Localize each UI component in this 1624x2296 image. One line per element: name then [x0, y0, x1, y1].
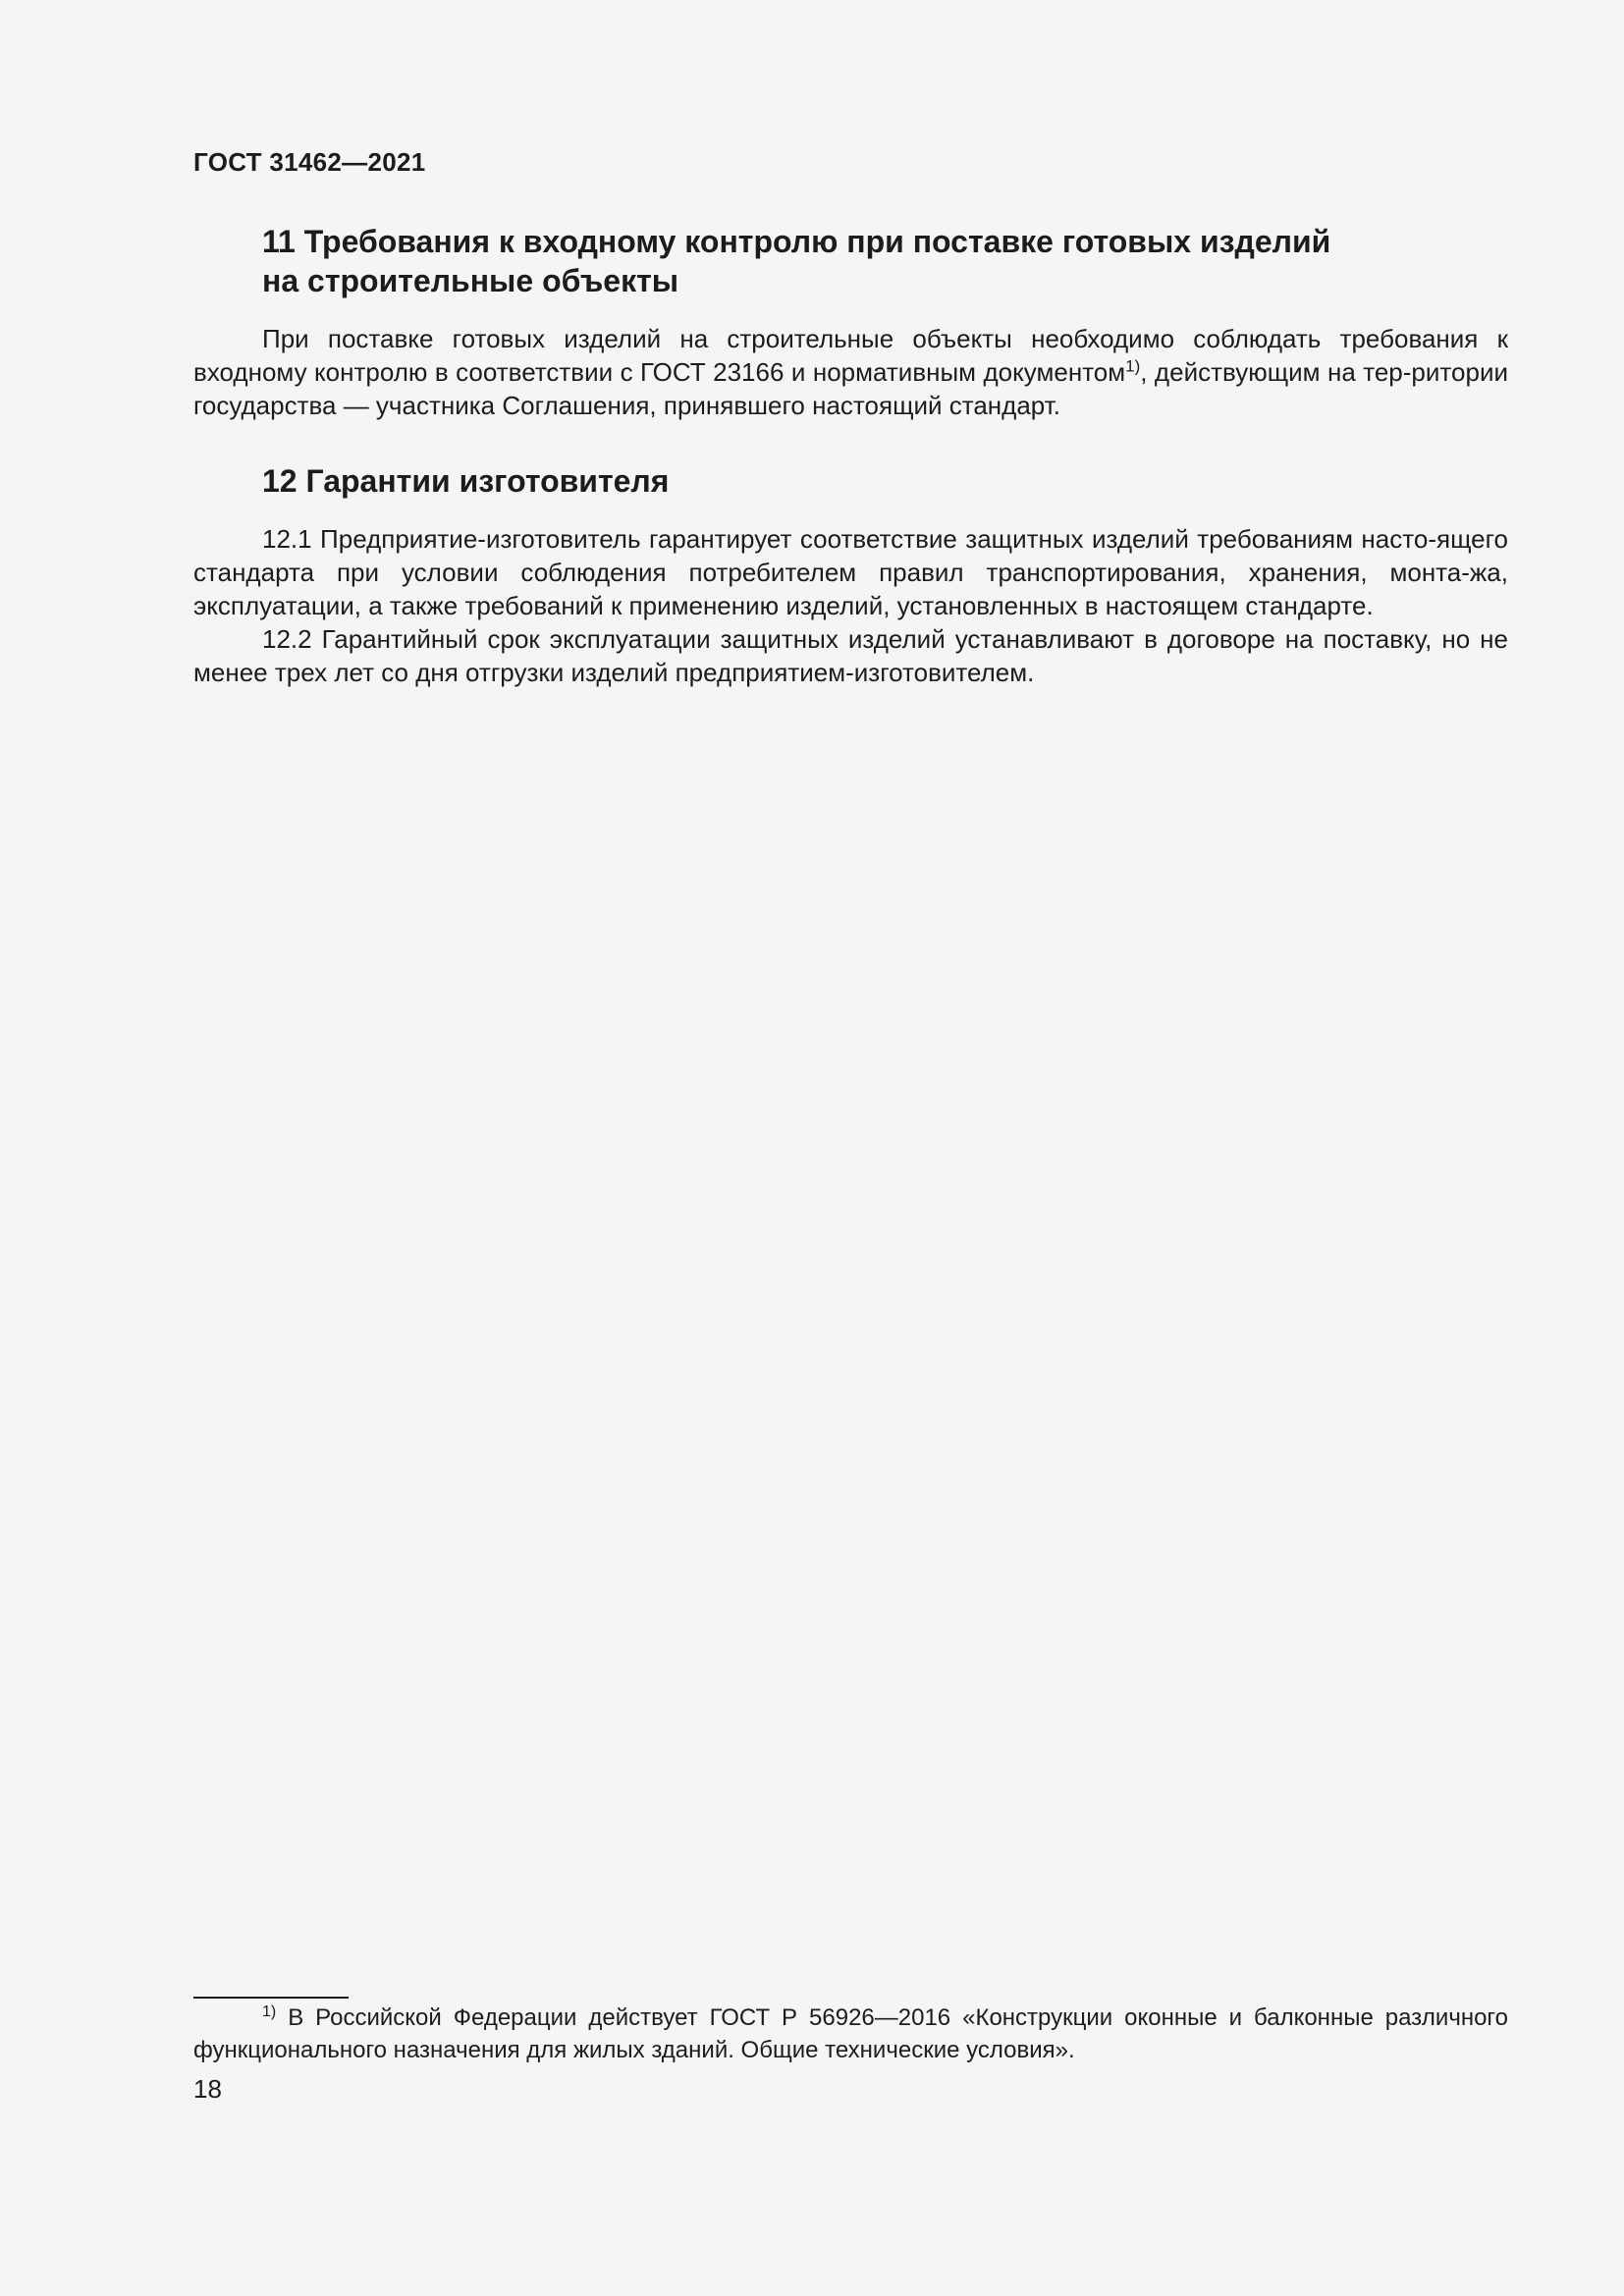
section-12-paragraph-1: 12.1 Предприятие-изготовитель гарантирует соответствие защитных изделий требованиям насто-ящего стандарта при условии соблюдения потребителем правил транспортирования, хранения, монта-жа, эксплуатации, а также требований к применению изделий, установленных в настоящем стандарте. [193, 524, 1508, 620]
section-11-paragraph [193, 322, 1508, 422]
section-12-paragraph-2: 12.2 Гарантийный срок эксплуатации защитных изделий устанавливают в договоре на поставку, но не менее трех лет со дня отгрузки изделий предприятием-изготовителем. [193, 624, 1508, 687]
section-11-heading [193, 222, 1508, 300]
footnote-text: В Российской Федерации действует ГОСТ Р 56926—2016 «Конструкции оконные и балконные различного функционального назначения для жилых зданий. Общие технические условия». [193, 2004, 1508, 2063]
page-content [193, 222, 1508, 689]
section-11-heading-line-2: на строительные объекты [262, 263, 679, 298]
footnote [193, 2002, 1508, 2066]
footnote-reference[interactable]: 1) [1125, 356, 1141, 376]
section-11-text-after-ref: , действующим на тер-ритории государства — участника Соглашения, принявшего настоящий стандарт. [193, 357, 1508, 420]
footnote-separator [193, 1997, 349, 1999]
page-number: 18 [193, 2074, 222, 2104]
section-11-text-before-ref: При поставке готовых изделий на строительные объекты необходимо соблюдать требования к входному контролю в соответствии с ГОСТ 23166 и нормативным документом [193, 324, 1508, 387]
section-11-heading-line-1: 11 Требования к входному контролю при поставке готовых изделий [262, 224, 1331, 259]
footnote-marker: 1) [262, 2003, 277, 2020]
section-12-heading: 12 Гарантии изготовителя [262, 463, 670, 499]
document-code-header: ГОСТ 31462—2021 [193, 147, 426, 177]
